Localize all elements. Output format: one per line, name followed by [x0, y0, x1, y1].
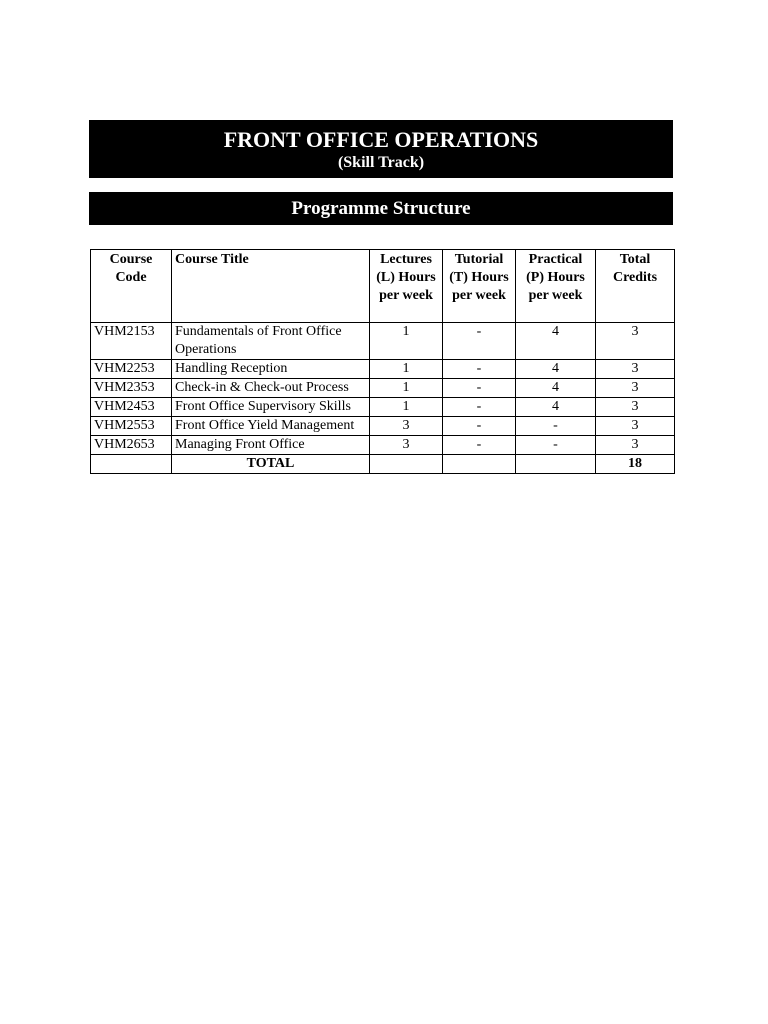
section-heading: Programme Structure — [89, 192, 673, 225]
course-title: Check-in & Check-out Process — [172, 379, 370, 398]
table-row — [91, 360, 675, 379]
table-row — [91, 436, 675, 455]
total-credits-sum: 18 — [596, 455, 675, 474]
total-credits: 3 — [596, 398, 675, 417]
lecture-hours: 1 — [370, 398, 443, 417]
course-code: VHM2353 — [91, 379, 172, 398]
table-row — [91, 417, 675, 436]
lecture-hours: 1 — [370, 323, 443, 360]
table-row — [91, 323, 675, 360]
practical-hours: 4 — [516, 323, 596, 360]
lecture-hours: 1 — [370, 360, 443, 379]
practical-hours: 4 — [516, 360, 596, 379]
total-credits: 3 — [596, 379, 675, 398]
column-header-practical: Practical (P) Hours per week — [516, 250, 596, 323]
tutorial-hours: - — [443, 379, 516, 398]
table-row — [91, 379, 675, 398]
course-code: VHM2553 — [91, 417, 172, 436]
tutorial-hours: - — [443, 417, 516, 436]
tutorial-hours: - — [443, 436, 516, 455]
document-subtitle: (Skill Track) — [337, 154, 425, 171]
practical-hours: 4 — [516, 379, 596, 398]
course-title: Front Office Yield Management — [172, 417, 370, 436]
table-total-row — [91, 455, 675, 474]
tutorial-hours: - — [443, 398, 516, 417]
lecture-hours: 3 — [370, 417, 443, 436]
tutorial-hours: - — [443, 323, 516, 360]
document-title: FRONT OFFICE OPERATIONS — [223, 127, 539, 152]
empty-cell — [443, 455, 516, 474]
practical-hours: - — [516, 436, 596, 455]
tutorial-hours: - — [443, 360, 516, 379]
column-header-total-credits: Total Credits — [596, 250, 675, 323]
total-label: TOTAL — [172, 455, 370, 474]
course-title: Front Office Supervisory Skills — [172, 398, 370, 417]
document-title-banner — [89, 120, 673, 178]
course-title: Handling Reception — [172, 360, 370, 379]
course-title: Managing Front Office — [172, 436, 370, 455]
empty-cell — [516, 455, 596, 474]
programme-structure-table — [90, 249, 675, 474]
total-credits: 3 — [596, 323, 675, 360]
lecture-hours: 3 — [370, 436, 443, 455]
total-credits: 3 — [596, 417, 675, 436]
column-header-lectures: Lectures (L) Hours per week — [370, 250, 443, 323]
lecture-hours: 1 — [370, 379, 443, 398]
table-header-row — [91, 250, 675, 323]
column-header-course-title: Course Title — [172, 250, 370, 323]
course-code: VHM2253 — [91, 360, 172, 379]
column-header-course-code: Course Code — [91, 250, 172, 323]
practical-hours: - — [516, 417, 596, 436]
table-row — [91, 398, 675, 417]
total-credits: 3 — [596, 360, 675, 379]
practical-hours: 4 — [516, 398, 596, 417]
course-code: VHM2653 — [91, 436, 172, 455]
column-header-tutorial: Tutorial (T) Hours per week — [443, 250, 516, 323]
empty-cell — [370, 455, 443, 474]
total-credits: 3 — [596, 436, 675, 455]
course-title: Fundamentals of Front Office Operations — [172, 323, 370, 360]
course-code: VHM2453 — [91, 398, 172, 417]
course-code: VHM2153 — [91, 323, 172, 360]
empty-cell — [91, 455, 172, 474]
